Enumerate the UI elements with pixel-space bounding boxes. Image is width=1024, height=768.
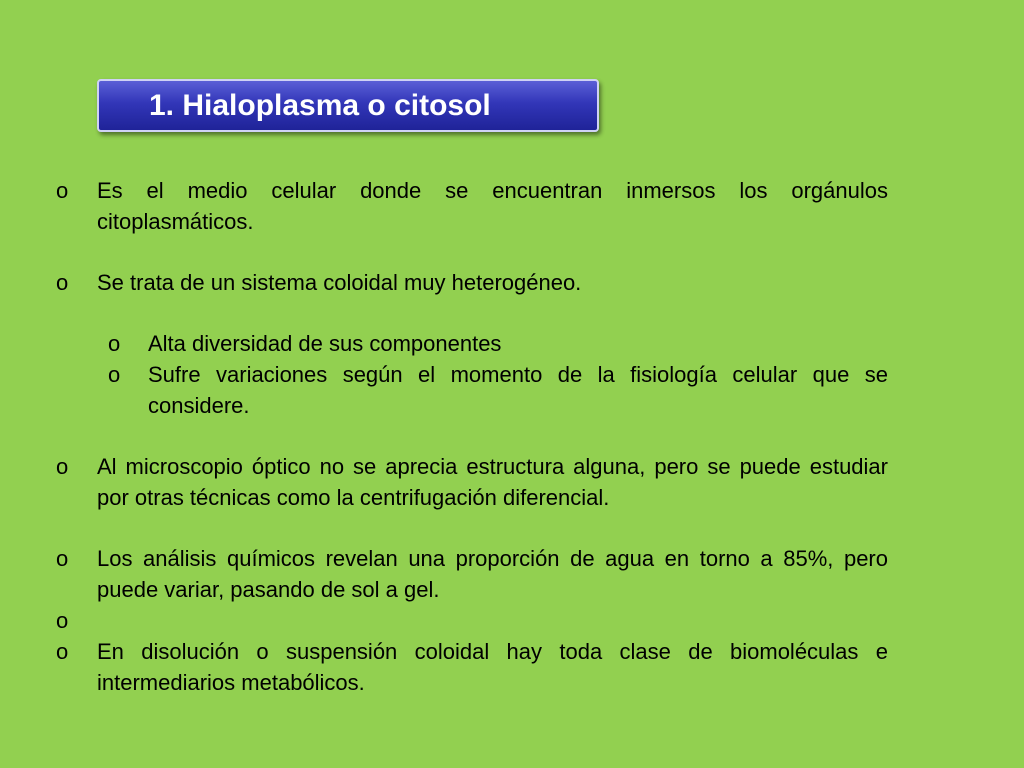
bullet-marker: o: [108, 331, 121, 356]
bullet-text: Se trata de un sistema coloidal muy heterogéneo.: [97, 270, 582, 295]
bullet-text: En disolución o suspensión coloidal hay toda clase de biomoléculas e intermediarios metabólicos.: [97, 639, 888, 695]
bullet-marker: o: [108, 362, 121, 387]
bullet-text: Sufre variaciones según el momento de la fisiología celular que se considere.: [148, 362, 888, 418]
bullet-text: Alta diversidad de sus componentes: [148, 331, 502, 356]
bullet-marker: o: [56, 608, 69, 633]
bullet-marker: o: [56, 639, 69, 664]
bullet-marker: o: [56, 270, 69, 295]
bullet-marker: o: [56, 546, 69, 571]
bullet-text: Es el medio celular donde se encuentran inmersos los orgánulos citoplasmáticos.: [97, 178, 888, 234]
bullet-marker: o: [56, 178, 69, 203]
bullet-text: Al microscopio óptico no se aprecia estructura alguna, pero se puede estudiar por otras técnicas como la centrifugación diferencial.: [97, 454, 888, 510]
slide-title: 1. Hialoplasma o citosol: [149, 89, 491, 122]
bullet-marker: o: [56, 454, 69, 479]
bullet-text: Los análisis químicos revelan una proporción de agua en torno a 85%, pero puede variar, pasando de sol a gel.: [97, 546, 888, 602]
